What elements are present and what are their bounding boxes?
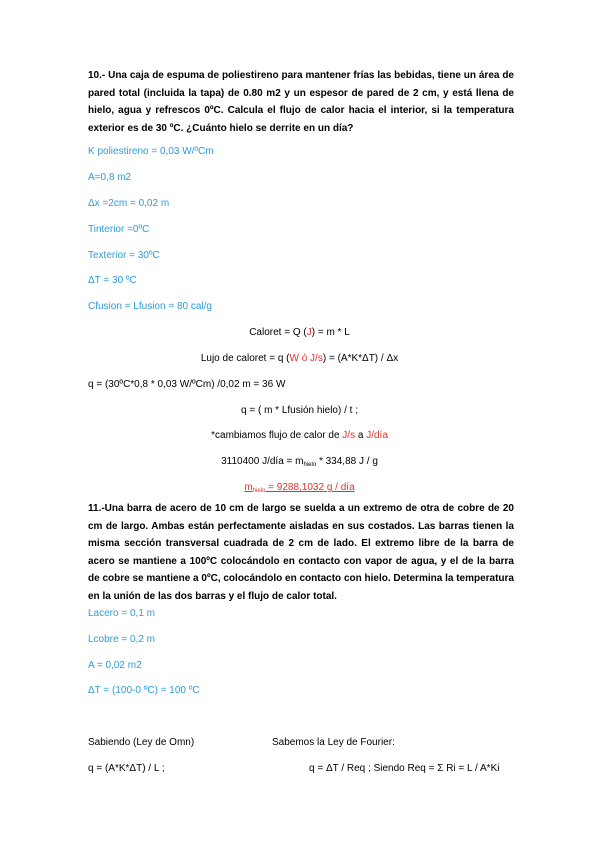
fourier-law-equation: q = ΔT / Req ; Siendo Req = Σ Ri = L / A*Ki	[309, 763, 500, 774]
given-l-cobre: Lcobre = 0,2 m	[88, 634, 155, 645]
given-t-interior: Tinterior =0ºC	[88, 224, 150, 235]
heat-flux-formula: Lujo de caloret = q (W ó J/s) = (A*K*ΔT) / Δx	[200, 353, 399, 364]
q-calculation: q = (30ºC*0,8 * 0,03 W/ºCm) /0,02 m = 36 W	[88, 379, 286, 390]
ohm-law-equation: q = (A*K*ΔT) / L ;	[88, 763, 165, 774]
given-k-poliestireno: K poliestireno = 0,03 W/ºCm	[88, 146, 214, 157]
q-mass-formula: q = ( m * Lfusión hielo) / t ;	[241, 405, 358, 416]
given-thickness: Δx =2cm = 0,02 m	[88, 198, 170, 209]
given-t-exterior: Texterior = 30ºC	[88, 250, 160, 261]
ohm-law-heading: Sabiendo (Ley de Omn)	[88, 737, 195, 748]
problem-11-statement: 11.-Una barra de acero de 10 cm de largo se suelda a un extremo de otra de cobre de 20 cm de largo. Ambas están perfectamente aisladas en sus costados. Las barras tienen la misma sección transversal cuadrada de 2 cm de lado. El extremo libre de la barra de acero se mantiene a 100ºC colocándolo en contacto con vapor de agua, y el de la barra de cobre se mantiene a 0ºC, colocándolo en contacto con hielo. Determina la temperatura en la unión de las dos barras y el flujo de calor total.	[88, 503, 514, 602]
given-l-acero: Lacero = 0,1 m	[88, 608, 155, 619]
problem-10-statement: 10.- Una caja de espuma de poliestireno para mantener frías las bebidas, tiene un área de pared total (incluida la tapa) de 0.80 m2 y un espesor de pared de 2 cm, y está llena de hielo, agua y refrescos 0ºC. Calcula el flujo de calor hacia el interior, si la temperatura exterior es de 30 ºC. ¿Cuánto hielo se derrite en un día?	[88, 70, 514, 134]
unit-change-note: *cambiamos flujo de calor de J/s a J/día	[211, 430, 388, 441]
given-delta-t-bar: ΔT = (100-0 ºC) = 100 ºC	[88, 685, 200, 696]
fourier-law-heading: Sabemos la Ley de Fourier:	[272, 737, 395, 748]
given-delta-t: ΔT = 30 ºC	[88, 275, 137, 286]
given-cfusion: Cfusion = Lfusion = 80 cal/g	[88, 301, 212, 312]
ice-mass-result: $m_{hielo} = 9288,1032$ g / día	[244, 482, 355, 494]
caloret-formula: Caloret = Q (J) = m * L	[249, 327, 350, 338]
given-area: A=0,8 m2	[88, 172, 132, 183]
given-area-bar: A = 0,02 m2	[88, 660, 142, 671]
ice-mass-equation: 3110400 J/día = $m_{hielo} * 334,88$ J / g	[221, 456, 378, 468]
